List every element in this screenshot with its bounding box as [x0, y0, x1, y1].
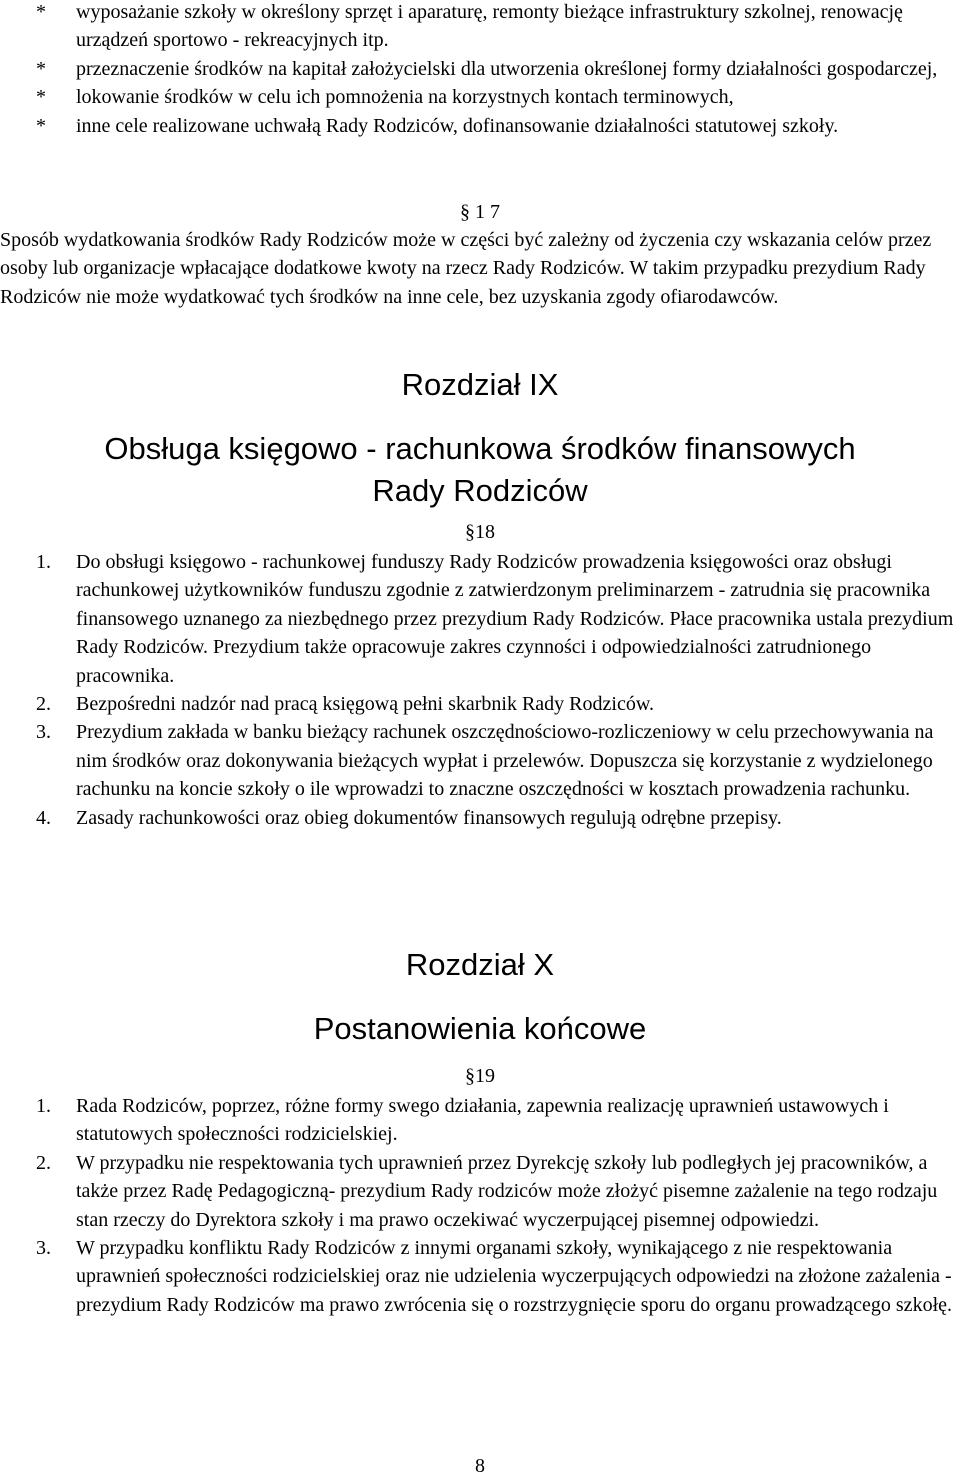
bullet-mark: *: [36, 1, 46, 23]
page-number: 8: [475, 1455, 485, 1477]
bullet-list: [0, 0, 958, 140]
bullet-text: lokowanie środków w celu ich pomnożenia na korzystnych kontach terminowych,: [76, 86, 734, 109]
list-item-text: Zasady rachunkowości oraz obieg dokumentów finansowych regulują odrębne przepisy.: [76, 806, 782, 829]
list-item: [0, 718, 958, 803]
bullet-text: wyposażanie szkoły w określony sprzęt i aparaturę, remonty bieżące infrastruktury szkolnej, renowację urządzeń sportowo - rekreacyjnych itp.: [76, 1, 903, 52]
chapter-9-heading: Rozdział IX: [401, 367, 559, 402]
list-item-text: W przypadku konfliktu Rady Rodziców z innymi organami szkoły, wynikającego z nie respektowania uprawnień społeczności rodzicielskiej oraz nie udzielenia wyczerpujących odpowiedzi na złożone zażalenia - prezydium Rady Rodziców ma prawo zwrócenia się o rozstrzygnięcie sporu do organu prowadzącego szkołę.: [76, 1237, 952, 1316]
bullet-item: [0, 55, 958, 83]
bullet-text: inne cele realizowane uchwałą Rady Rodziców, dofinansowanie działalności statutowej szkoły.: [76, 114, 839, 137]
list-item-number: 1.: [36, 551, 51, 573]
chapter-9-title: [0, 428, 960, 512]
bullet-text: przeznaczenie środków na kapitał założycielski dla utworzenia określonej formy działalności gospodarczej,: [76, 57, 938, 80]
list-item-number: 2.: [36, 1151, 51, 1174]
list-item: [0, 1149, 958, 1234]
list-item-text: Do obsługi księgowo - rachunkowej funduszy Rady Rodziców prowadzenia księgowości oraz obsługi rachunkowej użytkowników funduszu zgodnie z zatwierdzonym preliminarzem - zatrudnia się pracownika finansowego uznanego za niezbędnego przez prezydium Rady Rodziców. Płace pracownika ustala prezydium Rady Rodziców. Prezydium także opracowuje zakres czynności i odpowiedzialności zatrudnionego pracownika.: [76, 551, 954, 687]
list-item-number: 3.: [36, 1237, 51, 1260]
bullet-item: [0, 0, 958, 55]
chapter-9-title-line-1: Obsługa księgowo - rachunkowa środków finansowych: [104, 431, 856, 466]
list-item: [0, 1092, 958, 1149]
list-item-number: 1.: [36, 1095, 51, 1117]
chapter-9-title-line-2: Rady Rodziców: [372, 473, 588, 508]
section-17-label: § 1 7: [460, 201, 500, 223]
list-item: [0, 1234, 958, 1319]
chapter-10-heading: Rozdział X: [405, 947, 555, 982]
section-18-list: [0, 548, 958, 832]
bullet-item: [0, 112, 958, 140]
list-item-text: Bezpośredni nadzór nad pracą księgową pełni skarbnik Rady Rodziców.: [76, 693, 654, 716]
list-item: [0, 804, 958, 832]
bullet-mark: *: [36, 57, 46, 80]
bullet-mark: *: [36, 114, 46, 137]
section-18-label: §18: [465, 521, 495, 543]
list-item: [0, 548, 958, 690]
section-17-paragraph: Sposób wydatkowania środków Rady Rodziców może w części być zależny od życzenia czy wskazania celów przez osoby lub organizacje wpłacające dodatkowe kwoty na rzecz Rady Rodziców. W takim przypadku prezydium Rady Rodziców nie może wydatkować tych środków na inne cele, bez uzyskania zgody ofiarodawców.: [0, 229, 932, 308]
list-item-number: 4.: [36, 806, 51, 829]
chapter-10-title: Postanowienia końcowe: [313, 1011, 647, 1046]
list-item: [0, 690, 958, 718]
bullet-item: [0, 83, 958, 111]
bullet-mark: *: [36, 86, 46, 109]
list-item-text: Rada Rodziców, poprzez, różne formy swego działania, zapewnia realizację uprawnień ustawowych i statutowych społeczności rodzicielskiej.: [76, 1095, 889, 1146]
list-item-number: 2.: [36, 693, 51, 716]
section-19-list: [0, 1092, 958, 1319]
list-item-text: Prezydium zakłada w banku bieżący rachunek oszczędnościowo-rozliczeniowy w celu przechowywania na nim środków oraz dokonywania bieżących wypłat i przelewów. Dopuszcza się korzystanie z wydzielonego rachunku na koncie szkoły o ile wprowadzi to znaczne oszczędności w kosztach prowadzenia rachunku.: [76, 721, 934, 801]
list-item-text: W przypadku nie respektowania tych uprawnień przez Dyrekcję szkoły lub podległych jej pracowników, a także przez Radę Pedagogiczną- prezydium Rady rodziców może złożyć pisemne zażalenie na tego rodzaju stan rzeczy do Dyrektora szkoły i ma prawo oczekiwać wyczerpującej pisemnej odpowiedzi.: [76, 1151, 938, 1231]
list-item-number: 3.: [36, 721, 51, 744]
section-19-label: §19: [465, 1065, 495, 1087]
